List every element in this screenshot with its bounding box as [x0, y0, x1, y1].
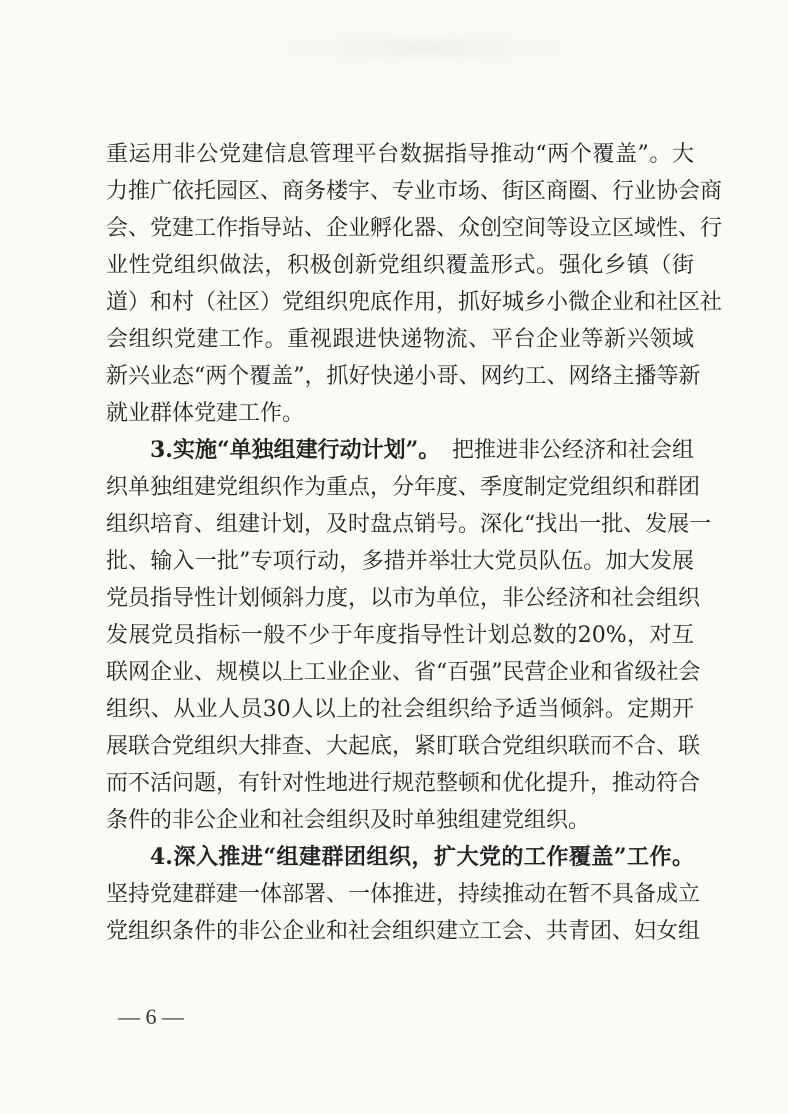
text-line: 展联合党组织大排查、大起底，紧盯联合党组织联而不合、联: [106, 734, 701, 759]
text-line: 而不活问题，有针对性地进行规范整顿和优化提升，推动符合: [106, 771, 701, 796]
text-line: 织单独组建党组织作为重点，分年度、季度制定党组织和群团: [106, 475, 701, 500]
text-line: 把推进非公经济和社会组: [451, 438, 694, 463]
page-number: — 6 —: [118, 1004, 184, 1029]
text-line: 条件的非公企业和社会组织及时单独组建党组织。: [106, 808, 591, 833]
text-line: 力推广依托园区、商务楼宇、专业市场、街区商圈、行业协会商: [106, 179, 723, 204]
text-line: 新兴业态“两个覆盖”，抓好快递小哥、网约工、网络主播等新: [106, 364, 701, 389]
text-line: 就业群体党建工作。: [106, 401, 305, 426]
text-line: 组织、从业人员30人以上的社会组织给予适当倾斜。定期开: [106, 697, 694, 722]
section-heading-4: 4.深入推进“组建群团组织，扩大党的工作覆盖”工作。: [150, 844, 694, 870]
text-line: 重运用非公党建信息管理平台数据指导推动“两个覆盖”。大: [106, 142, 694, 167]
text-line: 发展党员指标一般不少于年度指导性计划总数的20%，对互: [106, 623, 694, 648]
text-line: 联网企业、规模以上工业企业、省“百强”民营企业和省级社会: [106, 660, 701, 685]
text-line: 会组织党建工作。重视跟进快递物流、平台企业等新兴领域: [106, 327, 694, 352]
text-line: 党员指导性计划倾斜力度，以市为单位，非公经济和社会组织: [106, 586, 701, 611]
text-line: 会、党建工作指导站、企业孵化器、众创空间等设立区域性、行: [106, 216, 723, 241]
text-line: 业性党组织做法，积极创新党组织覆盖形式。强化乡镇（街: [106, 253, 694, 278]
paragraph-heading-line: [150, 432, 694, 469]
text-line: 党组织条件的非公企业和社会组织建立工会、共青团、妇女组: [106, 919, 701, 944]
text-line: 坚持党建群建一体部署、一体推进，持续推动在暂不具备成立: [106, 882, 701, 907]
scan-shadow: [250, 28, 600, 68]
text-line: 批、输入一批”专项行动，多措并举壮大党员队伍。加大发展: [106, 549, 694, 574]
section-heading-3: 3.实施“单独组建行动计划”。: [150, 437, 441, 463]
text-line: 道）和村（社区）党组织兜底作用，抓好城乡小微企业和社区社: [106, 290, 723, 315]
paragraph-heading-line: [150, 839, 694, 876]
text-line: 组织培育、组建计划，及时盘点销号。深化“找出一批、发展一: [106, 512, 712, 537]
